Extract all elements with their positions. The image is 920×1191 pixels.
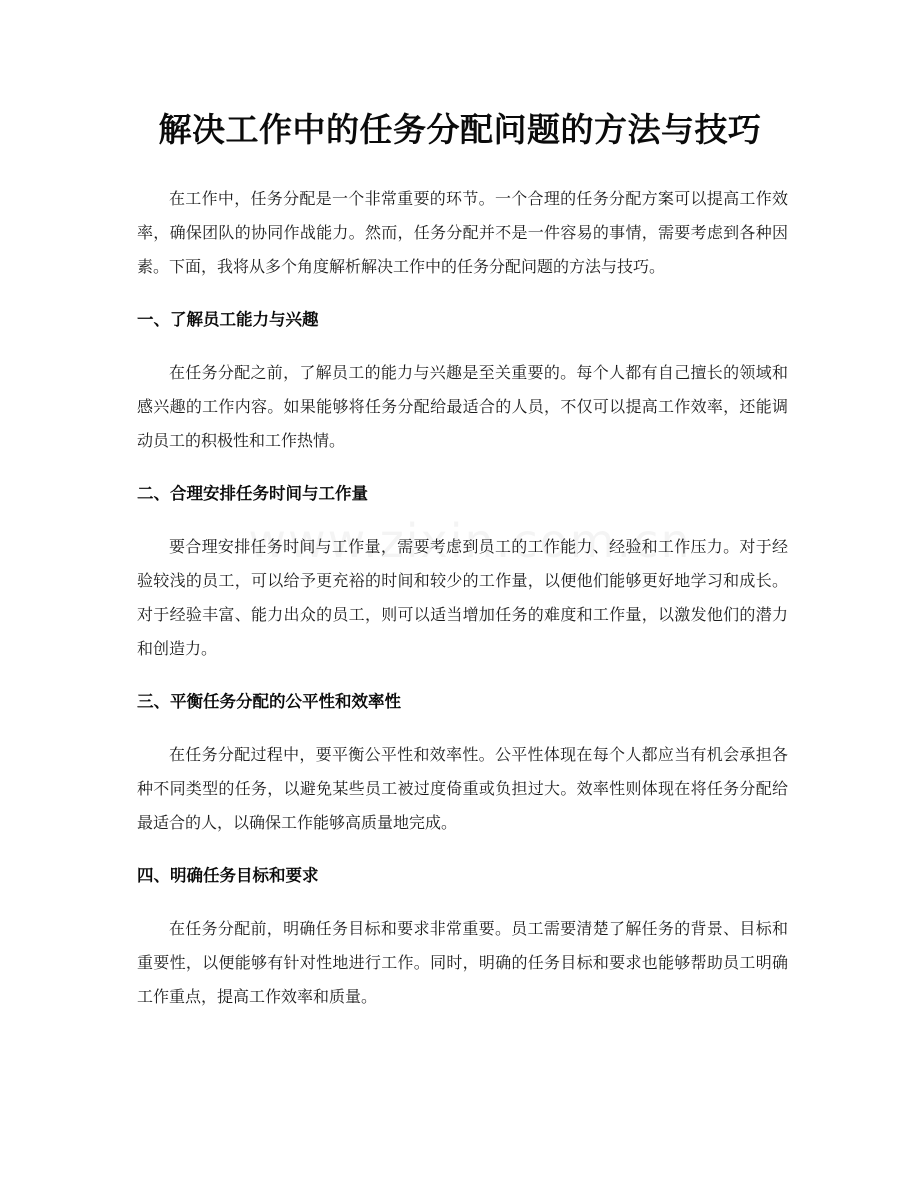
section-heading-2: 二、合理安排任务时间与工作量 [137,484,368,503]
intro-paragraph: 在工作中，任务分配是一个非常重要的环节。一个合理的任务分配方案可以提高工作效率，确保团队的协同作战能力。然而，任务分配并不是一件容易的事情，需要考虑到各种因素。下面，我将从多个角度解析解决工作中的任务分配问题的方法与技巧。 [137,189,788,276]
section-body-4: 在任务分配前，明确任务目标和要求非常重要。员工需要清楚了解任务的背景、目标和重要性，以便能够有针对性地进行工作。同时，明确的任务目标和要求也能够帮助员工明确工作重点，提高工作效率和质量。 [137,919,788,1006]
section-heading-4: 四、明确任务目标和要求 [137,866,319,885]
section-body-3: 在任务分配过程中，要平衡公平性和效率性。公平性体现在每个人都应当有机会承担各种不同类型的任务，以避免某些员工被过度倚重或负担过大。效率性则体现在将任务分配给最适合的人，以确保工作能够高质量地完成。 [137,745,788,832]
section-heading-3: 三、平衡任务分配的公平性和效率性 [137,692,401,711]
section-body-1: 在任务分配之前，了解员工的能力与兴趣是至关重要的。每个人都有自己擅长的领域和感兴趣的工作内容。如果能够将任务分配给最适合的人员，不仅可以提高工作效率，还能调动员工的积极性和工作热情。 [137,363,788,450]
section-body-2: 要合理安排任务时间与工作量，需要考虑到员工的工作能力、经验和工作压力。对于经验较浅的员工，可以给予更充裕的时间和较少的工作量，以便他们能够更好地学习和成长。对于经验丰富、能力出众的员工，则可以适当增加任务的难度和工作量，以激发他们的潜力和创造力。 [137,537,788,658]
document-body [137,182,788,1014]
document-title: 解决工作中的任务分配问题的方法与技巧 [158,110,762,149]
section-heading-1: 一、了解员工能力与兴趣 [137,310,319,329]
